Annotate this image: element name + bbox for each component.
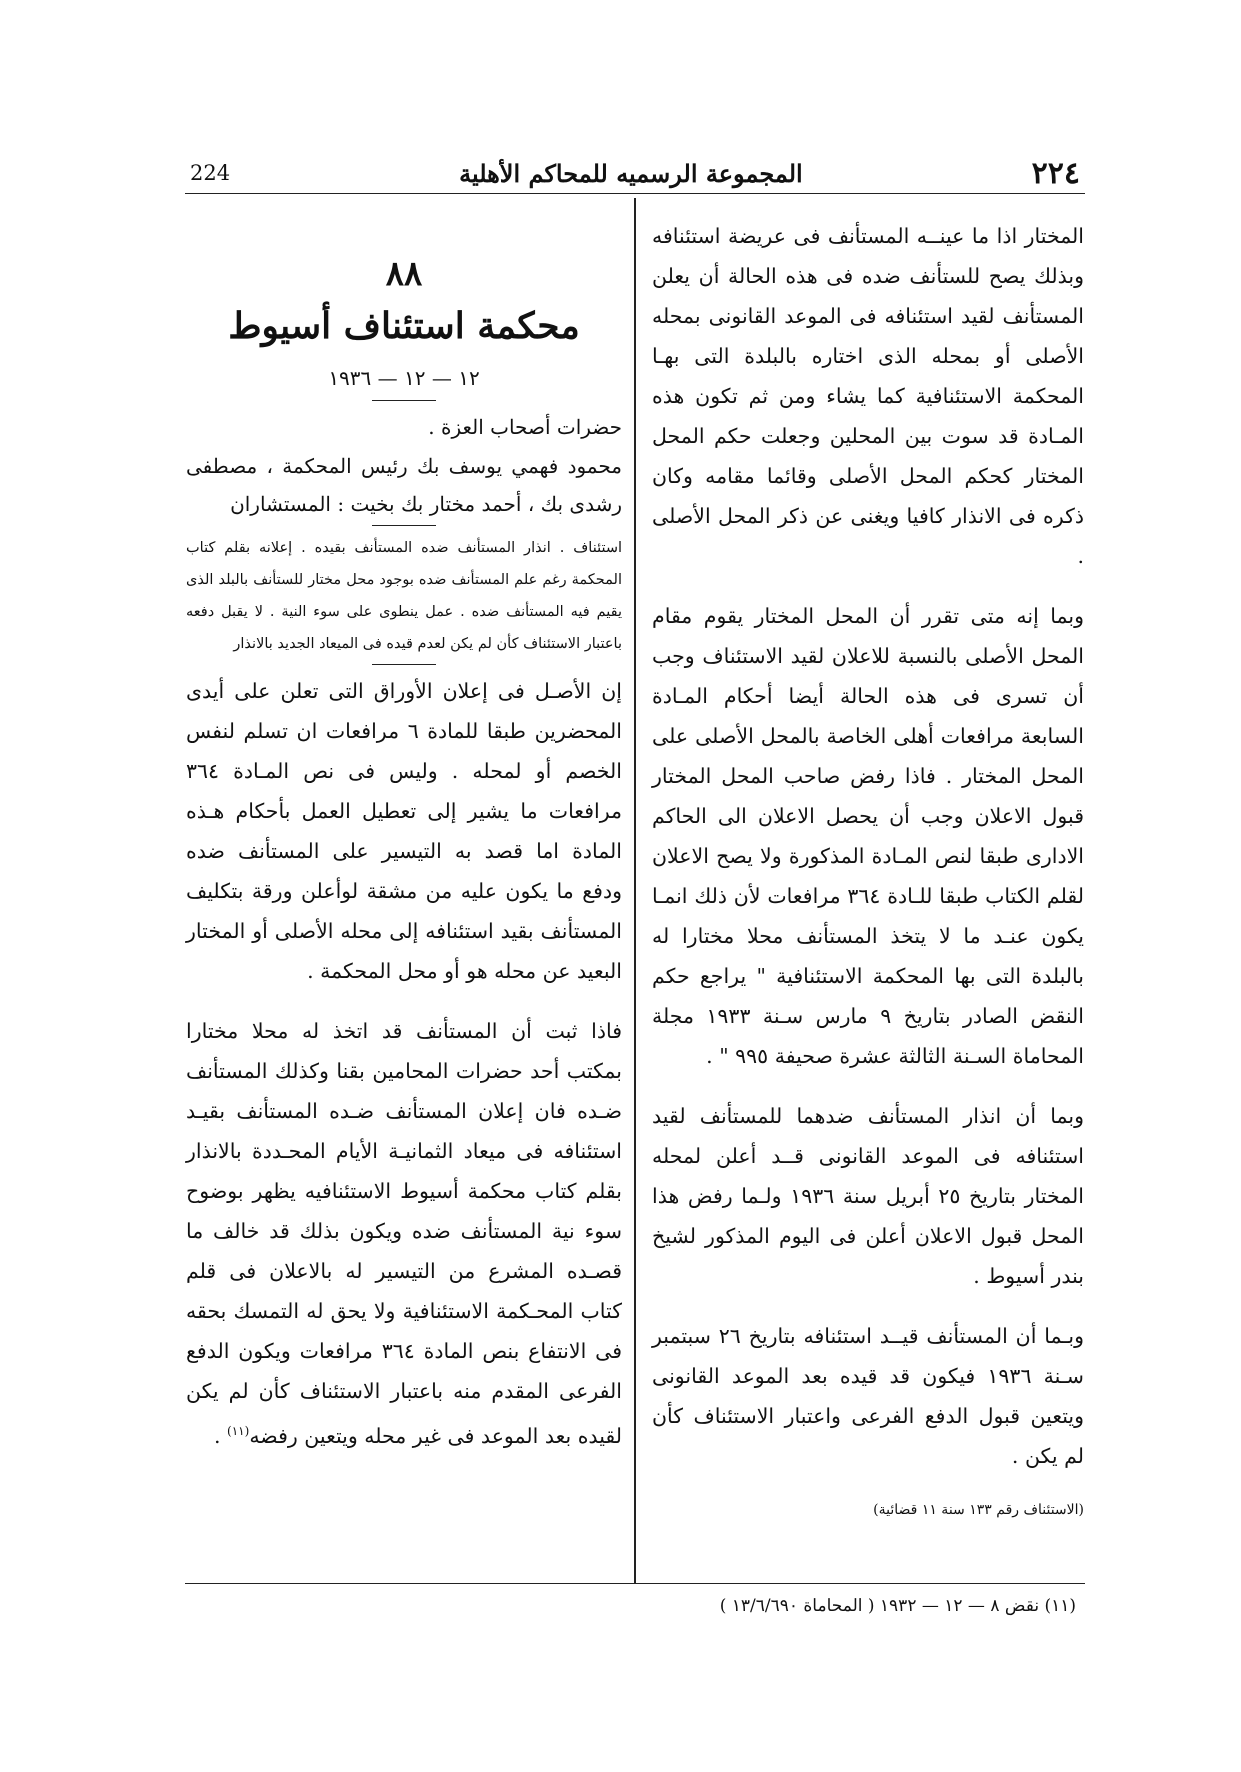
right-paragraph-2: وبما إنه متى تقرر أن المحل المختار يقوم مقام المحل الأصلى بالنسبة للاعلان لقيد الاستئناف وجب أن تسرى فى هذه الحالة أيضا أحكام المـادة السابعة مرافعات أهلى الخاصة بالمحل الأصلى على المحل المختار . فاذا رفض صاحب المحل المختار قبول الاعلان وجب أن يحصل الاعلان الى الحاكم الادارى طبقا لنص المـادة المذكورة ولا يصح الاعلان لقلم الكتاب طبقا للـادة ٣٦٤ مرافعات لأن ذلك انمـا يكون عنـد ما لا يتخذ المستأنف محلا مختارا له بالبلدة التى بها المحكمة الاستئنافية " يراجع حكم النقض الصادر بتاريخ ٩ مارس سـنة ١٩٣٣ مجلة المحاماة السـنة الثالثة عشرة صحيفة ٩٩٥ " .: [652, 604, 1084, 1068]
column-divider: [634, 198, 636, 1583]
case-citation: (الاستئناف رقم ١٣٣ سنة ١١ قضائية): [873, 1502, 1084, 1518]
court-name: محكمة استئناف أسيوط: [228, 305, 580, 347]
journal-title: المجموعة الرسميه للمحاكم الأهلية: [459, 158, 803, 188]
case-date: ١٢ — ١٢ — ١٩٣٦: [328, 366, 480, 390]
page-header: [190, 148, 1080, 198]
right-paragraph-3: وبما أن انذار المستأنف ضدهما للمستأنف لقيد استئنافه فى الموعد القانونى قــد أعلن لمحله المختار بتاريخ ٢٥ أبريل سنة ١٩٣٦ ولـما رفض هذا المحل قبول الاعلان أعلن فى اليوم المذكور لشيخ بندر أسيوط .: [652, 1104, 1084, 1288]
right-paragraph-1: المختار اذا ما عينــه المستأنف فى عريضة استئنافه وبذلك يصح للستأنف ضده فى هذه الحالة أن يعلن المستأنف لقيد استئنافه فى الموعد القانونى بمحله الأصلى أو بمحله الذى اختاره بالبلدة التى بهـا المحكمة الاستئنافية كما يشاء ومن ثم تكون هذه المـادة قد سوت بين المحلين وجعلت حكم المحل المختار كحكم المحل الأصلى وقائما مقامه وكان ذكره فى الانذار كافيا ويغنى عن ذكر المحل الأصلى .: [652, 224, 1084, 568]
footnote-marker: (١١): [227, 1424, 250, 1438]
right-paragraph-4: وبـما أن المستأنف قيــد استئنافه بتاريخ ٢٦ سبتمبر سـنة ١٩٣٦ فيكون قد قيده بعد الموعد القانونى ويتعين قبول الدفع الفرعى واعتبار الاستئناف كأن لم يكن .: [652, 1324, 1084, 1468]
left-column: [186, 218, 622, 1476]
separator-rule: [372, 400, 436, 401]
presence-line: حضرات أصحاب العزة .: [428, 415, 622, 439]
separator-rule: [372, 525, 436, 526]
left-paragraph-2-text: فاذا ثبت أن المستأنف قد اتخذ له محلا مختارا بمكتب أحد حضرات المحامين بقنا وكذلك المستأنف ضـده فان إعلان المستأنف ضـده المستأنف بقيـد استئنافه فى ميعاد الثمانيـة الأيام المحـددة بالانذار بقلم كتاب محكمة أسيوط الاستئنافيه يظهر بوضوح سوء نية المستأنف ضده ويكون بذلك قد خالف ما قصـده المشرع من التيسير له بالاعلان فى قلم كتاب المحـكمة الاستئنافية ولا يحق له التمسك بحقه فى الانتفاع بنص المادة ٣٦٤ مرافعات ويكون الدفع الفرعى المقدم منه باعتبار الاستئناف كأن لم يكن لقيده بعد الموعد فى غير محله ويتعين رفضه: [186, 1019, 622, 1448]
left-paragraph-2-end: .: [214, 1423, 228, 1448]
footnote-rule: [185, 1583, 1085, 1584]
header-rule: [185, 193, 1085, 194]
case-summary: استئناف . انذار المستأنف ضده المستأنف بقيده . إعلانه بقلم كتاب المحكمة رغم علم المستأنف ضده بوجود محل مختار للستأنف بالبلد الذى يقيم فيه المستأنف ضده . عمل ينطوى على سوء النية . لا يقبل دفعه باعتبار الاستئناف كأن لم يكن لعدم قيده فى الميعاد الجديد بالانذار: [186, 540, 622, 652]
page-number-arabic: ٢٢٤: [1031, 155, 1080, 191]
right-column: [652, 216, 1084, 1544]
footnote: (١١) نقض ٨ — ١٢ — ١٩٣٢ ( المحاماة ١٣/٦/٦٩٠ ): [719, 1596, 1076, 1616]
judges-list: محمود فهمي يوسف بك رئيس المحكمة ، مصطفى رشدى بك ، أحمد مختار بك بخيت : المستشاران: [186, 454, 622, 516]
left-paragraph-1: إن الأصـل فى إعلان الأوراق التى تعلن على أيدى المحضرين طبقا للمادة ٦ مرافعات ان تسلم لنفس الخصم أو لمحله . وليس فى نص المـادة ٣٦٤ مرافعات ما يشير إلى تعطيل العمل بأحكام هـذه المادة اما قصد به التيسير على المستأنف ضده ودفع ما يكون عليه من مشقة لوأعلن ورقة بتكليف المستأنف بقيد استئنافه إلى محله الأصلى أو المختار البعيد عن محله هو أو محل المحكمة .: [186, 679, 623, 983]
left-paragraph-2: [186, 1011, 622, 1456]
case-number: ٨٨: [385, 254, 423, 294]
separator-rule: [372, 664, 436, 665]
page-number-latin: 224: [190, 161, 231, 185]
